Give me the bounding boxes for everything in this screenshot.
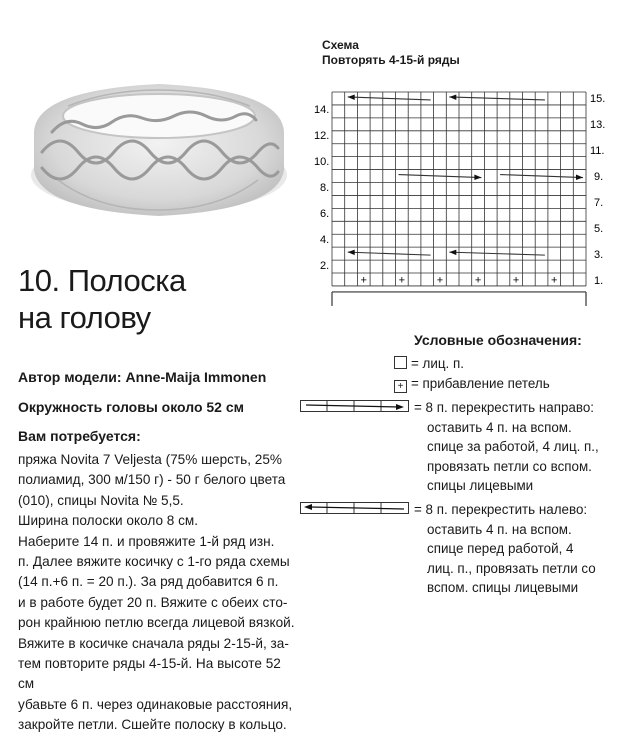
instruction-line: и в работе будет 20 п. Вяжите с обеих сто- <box>18 594 288 610</box>
legend-line: спице за работой, 4 лиц. п., <box>427 439 599 454</box>
right-cross-symbol-icon <box>300 398 410 414</box>
instructions-text <box>18 450 298 736</box>
legend-line: вспом. спицы лицевыми <box>427 580 579 595</box>
arrow-head-icon <box>576 175 583 181</box>
instruction-line: полиамид, 300 м/150 г) - 50 г белого цвета <box>18 472 286 488</box>
legend-increase <box>394 374 550 394</box>
instruction-line: рон крайнюю петлю всегда лицевой вязкой. <box>18 615 295 631</box>
legend-left-cross <box>414 500 596 598</box>
arrow-head-icon <box>348 94 355 100</box>
legend-line: = 8 п. перекрестить направо: <box>414 400 595 415</box>
row-labels-right <box>590 93 605 287</box>
cross-arrow <box>500 175 583 178</box>
legend-line: оставить 4 п. на вспом. <box>427 521 572 537</box>
pattern-title <box>18 262 186 336</box>
title-line-1: 10. Полоска <box>18 263 186 298</box>
left-cross-symbol-icon <box>300 500 410 516</box>
title-line-2: на голову <box>18 300 151 335</box>
legend-increase-text: = прибавление петель <box>411 376 550 391</box>
row-label: 7. <box>594 197 604 209</box>
legend-knit <box>394 354 464 374</box>
row-label: 3. <box>594 249 604 261</box>
row-label: 12. <box>314 130 330 142</box>
instruction-line: (14 п.+6 п. = 20 п.). За ряд добавится 6 п. <box>18 574 279 590</box>
legend-line: провязать петли со вспом. <box>427 458 592 474</box>
arrow-head-icon <box>449 94 456 100</box>
legend-right-cross <box>414 398 599 496</box>
row-label: 15. <box>590 93 606 105</box>
increase-plus-icon: + <box>436 274 444 287</box>
instruction-line: Вяжите в косичке сначала ряды 2-15-й, за- <box>18 635 289 651</box>
row-label: 5. <box>594 223 604 235</box>
row-label: 6. <box>320 208 330 220</box>
row-label: 8. <box>320 182 330 194</box>
row-label: 2. <box>320 260 330 272</box>
chart-header <box>322 38 460 68</box>
instruction-line: (010), спицы Novita № 5,5. <box>18 492 184 508</box>
increase-plus-icon: + <box>512 274 520 287</box>
chart-repeat-note: Повторять 4-15-й ряды <box>322 53 460 67</box>
increase-plus-icon: + <box>551 274 558 287</box>
plus-square-icon: + <box>394 380 407 393</box>
legend-line: спице перед работой, 4 <box>427 541 574 556</box>
legend-knit-text: = лиц. п. <box>411 356 464 371</box>
legend-title: Условные обозначения: <box>414 332 582 348</box>
instruction-line: п. Далее вяжите косичку с 1-го ряда схемы <box>18 554 290 570</box>
instruction-line: Наберите 14 п. и провяжите 1-й ряд изн. <box>18 533 275 549</box>
row-label: 11. <box>590 145 605 157</box>
chart-grid <box>332 92 586 306</box>
legend-line: спицы лицевыми <box>427 478 534 493</box>
chart-label: Схема <box>322 38 359 52</box>
row-label: 14. <box>314 104 330 116</box>
increase-plus-icon: + <box>398 274 406 287</box>
instruction-line: Ширина полоски около 8 см. <box>18 513 199 529</box>
head-size: Окружность головы около 52 см <box>18 399 245 415</box>
headband-photo <box>28 70 290 220</box>
instruction-line: тем повторите ряды 4-15-й. На высоте 52 см <box>18 656 281 692</box>
empty-square-icon <box>394 356 407 369</box>
arrow-head-icon <box>348 250 355 256</box>
cross-arrow <box>348 97 431 100</box>
cross-arrow <box>399 175 482 178</box>
increase-plus-icon: + <box>474 274 482 287</box>
cross-arrow <box>348 252 431 255</box>
materials-heading: Вам потребуется: <box>18 428 141 444</box>
increase-plus-icon: + <box>360 274 367 287</box>
row-label: 1. <box>594 275 604 287</box>
author-line: Автор модели: Anne-Maija Immonen <box>18 369 267 385</box>
row-labels-left <box>314 104 329 272</box>
instruction-line: закройте петли. Сшейте полоску в кольцо. <box>18 717 287 733</box>
arrow-head-icon <box>449 250 456 256</box>
instruction-line: убавьте 6 п. через одинаковые расстояния, <box>18 696 293 712</box>
row-label: 4. <box>320 234 330 246</box>
row-label: 13. <box>590 119 606 131</box>
row-label: 9. <box>594 171 604 183</box>
legend-line: оставить 4 п. на вспом. <box>427 419 572 435</box>
knitting-chart <box>300 80 620 310</box>
legend-line: = 8 п. перекрестить налево: <box>414 502 588 517</box>
arrow-head-icon <box>474 175 481 181</box>
legend-line: лиц. п., провязать петли со <box>427 560 596 576</box>
row-label: 10. <box>314 156 330 168</box>
instruction-line: пряжа Novita 7 Veljesta (75% шерсть, 25% <box>18 452 282 467</box>
